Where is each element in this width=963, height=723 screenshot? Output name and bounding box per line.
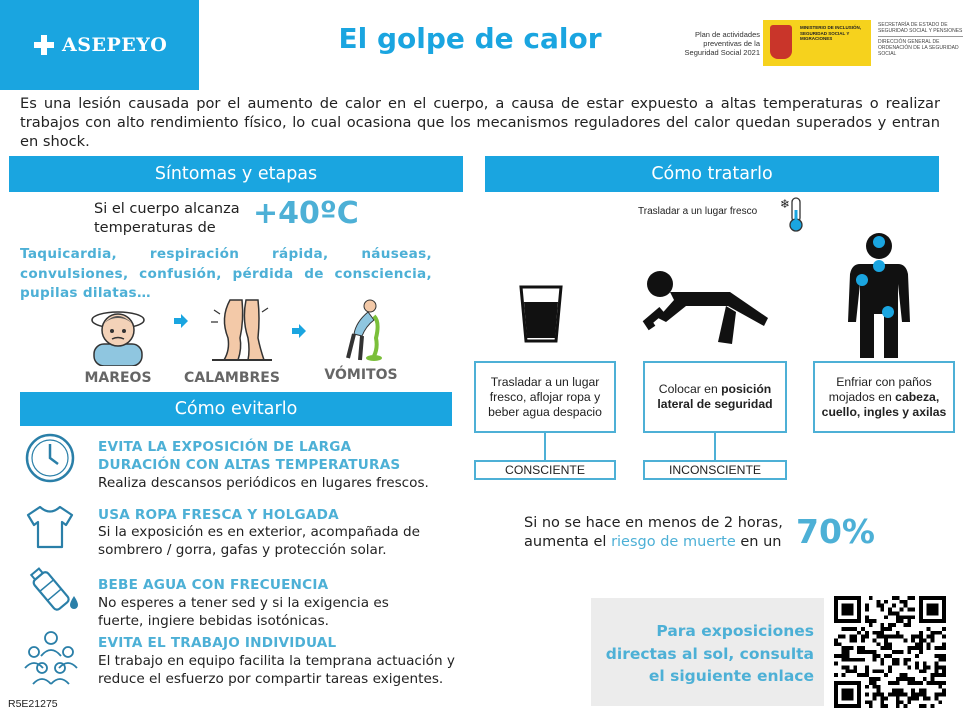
box3-bold: cabeza, cuello, ingles y axilas	[821, 389, 947, 419]
box2-bold: posición lateral de seguridad	[657, 382, 773, 411]
treatment-box-conscious: Trasladar a un lugar fresco, aflojar ropa y beber agua despacio	[474, 361, 616, 433]
secretaria-text	[878, 22, 963, 57]
svg-text:❄: ❄	[780, 197, 791, 211]
tip-title-ropa: USA ROPA FRESCA Y HOLGADA	[98, 507, 339, 523]
dizzy-person-icon	[88, 300, 152, 366]
intro-text: Es una lesión causada por el aumento de calor en el cuerpo, a causa de estar expuesto a altas temperaturas o realizar trabajos con alto rendimiento físico, lo cual ocasiona que los mecanismos reguladores del calor quedan superados y entran en shock.	[20, 95, 940, 150]
team-icon	[20, 628, 82, 686]
state-inconsciente: INCONSCIENTE	[643, 460, 787, 480]
stage-label-mareos: MAREOS	[84, 370, 152, 386]
tip-title-agua: BEBE AGUA CON FRECUENCIA	[98, 577, 329, 593]
recovery-position-icon	[640, 262, 772, 356]
section-heading-sintomas: Síntomas y etapas	[9, 156, 463, 192]
tip-desc-ropa: Si la exposición es en exterior, acompañada de sombrero / gorra, gafas y protección solar.	[98, 524, 421, 558]
page-title: El golpe de calor	[338, 22, 602, 55]
risk-pre: Si no se hace en menos de 2 horas, aumenta el	[524, 515, 783, 550]
treatment-box-unconscious	[643, 361, 787, 433]
tip-title-exposicion: EVITA LA EXPOSICIÓN DE LARGA DURACIÓN CON ALTAS TEMPERATURAS	[98, 439, 401, 473]
logo-text: ASEPEYO	[62, 34, 168, 56]
risk-post: en un	[735, 534, 782, 550]
document-code: R5E21275	[8, 698, 58, 710]
connector-line	[544, 433, 546, 461]
symptoms-list: Taquicardia, respiración rápida, náuseas, convulsiones, confusión, pérdida de consciencia, pupilas dilatas…	[20, 246, 432, 301]
tshirt-icon	[24, 504, 76, 550]
thermometer-cold-icon	[780, 196, 806, 232]
tip-desc-exposicion: Realiza descansos periódicos en lugares frescos.	[98, 475, 429, 491]
fresh-place-label: Trasladar a un lugar fresco	[638, 206, 758, 217]
stage-label-calambres: CALAMBRES	[184, 370, 280, 386]
body-cooling-points-icon	[846, 230, 912, 362]
treatment-box-cooling	[813, 361, 955, 433]
water-glass-icon	[518, 284, 564, 344]
connector-line	[714, 433, 716, 461]
secretaria-line-1: SECRETARÍA DE ESTADO DE SEGURIDAD SOCIAL Y PENSIONES	[878, 22, 963, 34]
coat-of-arms-icon	[770, 25, 792, 59]
plan-text: Plan de actividades preventivas de la Seguridad Social 2021	[684, 30, 760, 57]
logo	[0, 0, 199, 90]
risk-highlight: riesgo de muerte	[611, 534, 736, 550]
arrow-right-icon	[292, 324, 306, 338]
water-bottle-icon	[24, 562, 84, 614]
vomiting-person-icon	[340, 298, 386, 366]
risk-text	[524, 514, 794, 552]
section-heading-evitar: Cómo evitarlo	[20, 392, 452, 426]
qr-code[interactable]	[834, 596, 946, 708]
stage-label-vomitos: VÓMITOS	[324, 367, 398, 383]
box2-text: Colocar en	[658, 382, 722, 396]
section-heading-tratar: Cómo tratarlo	[485, 156, 939, 192]
secretaria-line-2: DIRECCIÓN GENERAL DE ORDENACIÓN DE LA SEGURIDAD SOCIAL	[878, 36, 963, 57]
risk-percentage: 70%	[796, 512, 875, 551]
ministry-text: MINISTERIO DE INCLUSIÓN, SEGURIDAD SOCIAL Y MIGRACIONES	[800, 25, 862, 41]
tip-desc-agua: No esperes a tener sed y si la exigencia es fuerte, ingiere bebidas isotónicas.	[98, 595, 389, 629]
state-consciente: CONSCIENTE	[474, 460, 616, 480]
clock-icon	[24, 432, 76, 484]
tip-desc-individual: El trabajo en equipo facilita la temprana actuación y reduce el esfuerzo por compartir tareas exigentes.	[98, 653, 455, 687]
box3-text: Enfriar con paños mojados en	[828, 374, 932, 404]
temp-value: +40ºC	[253, 196, 359, 231]
arrow-right-icon	[174, 314, 188, 328]
temp-label: Si el cuerpo alcanza temperaturas de	[94, 201, 240, 236]
tip-title-individual: EVITA EL TRABAJO INDIVIDUAL	[98, 635, 337, 651]
cross-icon	[34, 35, 54, 55]
qr-text: Para exposiciones directas al sol, consulta el siguiente enlace	[605, 622, 814, 685]
cramping-legs-icon	[208, 298, 276, 366]
